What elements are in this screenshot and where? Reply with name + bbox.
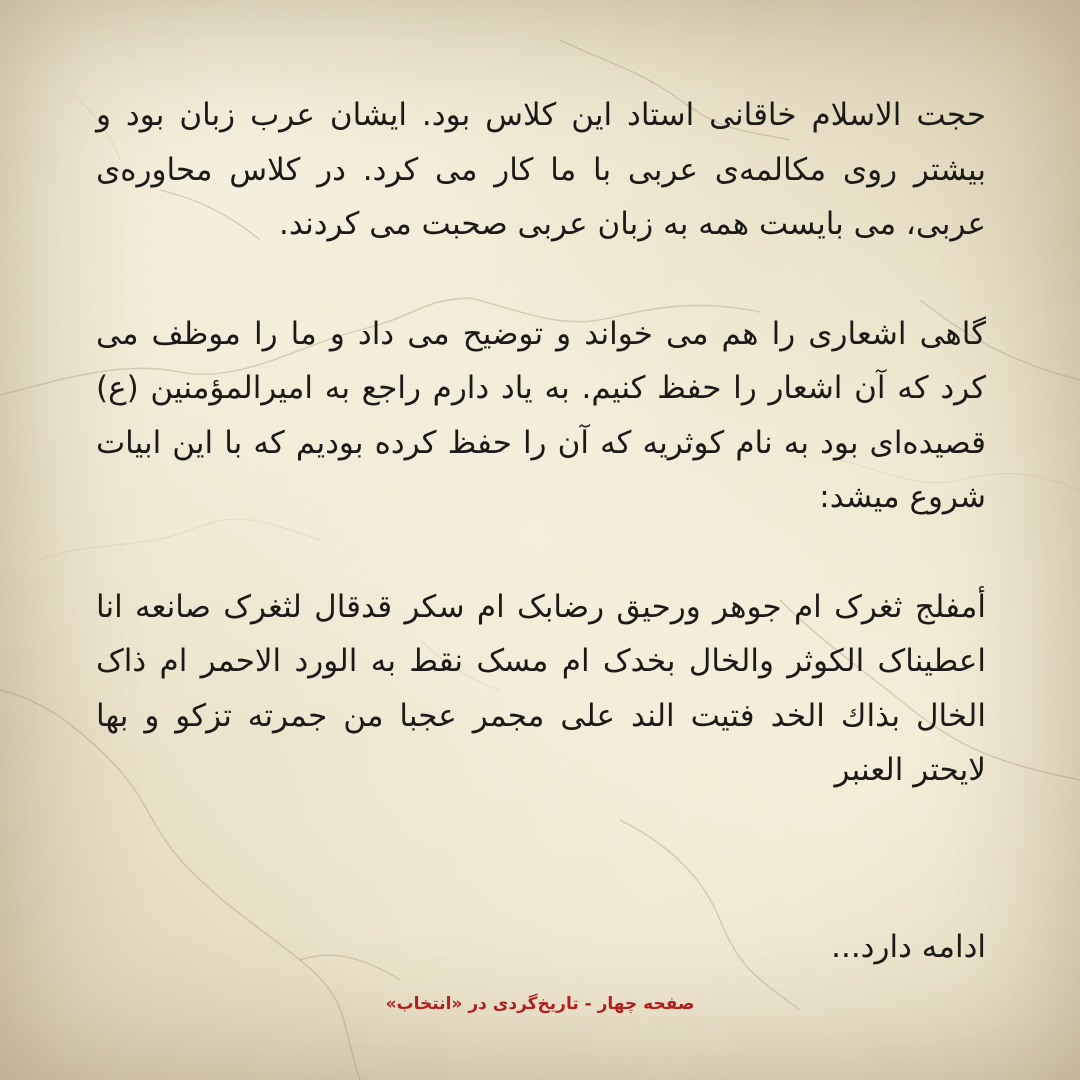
article-body: [96, 88, 986, 853]
paragraph-poems: گاهی اشعاری را هم می خواند و توضیح می داد و ما را موظف می کرد که آن اشعار را حفظ کنیم. به یاد دارم راجع به امیرالمؤمنین (ع) قصیده‌ای بود به نام کوثریه که آن را حفظ کرده بودیم که با این ابیات شروع میشد:: [96, 315, 986, 515]
paragraph-verses: أمفلج ثغرک ام جوهر ورحیق رضابک ام سکر قدقال لثغرک صانعه انا اعطیناک الکوثر والخال بخدک ام مسک نقط به الورد الاحمر ام ذاک الخال بذاك الخد فتیت الند علی مجمر عجبا من جمرته تزکو و بها لایحتر العنبر: [96, 588, 986, 788]
page-footer: صفحه چهار - تاریخ‌گردی در «انتخاب»: [385, 994, 695, 1014]
paragraph-intro: حجت الاسلام خاقانی استاد این کلاس بود. ایشان عرب زبان بود و بیشتر روی مکالمه‌ی عربی با ما کار می کرد. در کلاس محاوره‌ی عربی، می بایست همه به زبان عربی صحبت می کردند.: [96, 97, 986, 242]
to-be-continued: ادامه دارد...: [831, 929, 986, 965]
